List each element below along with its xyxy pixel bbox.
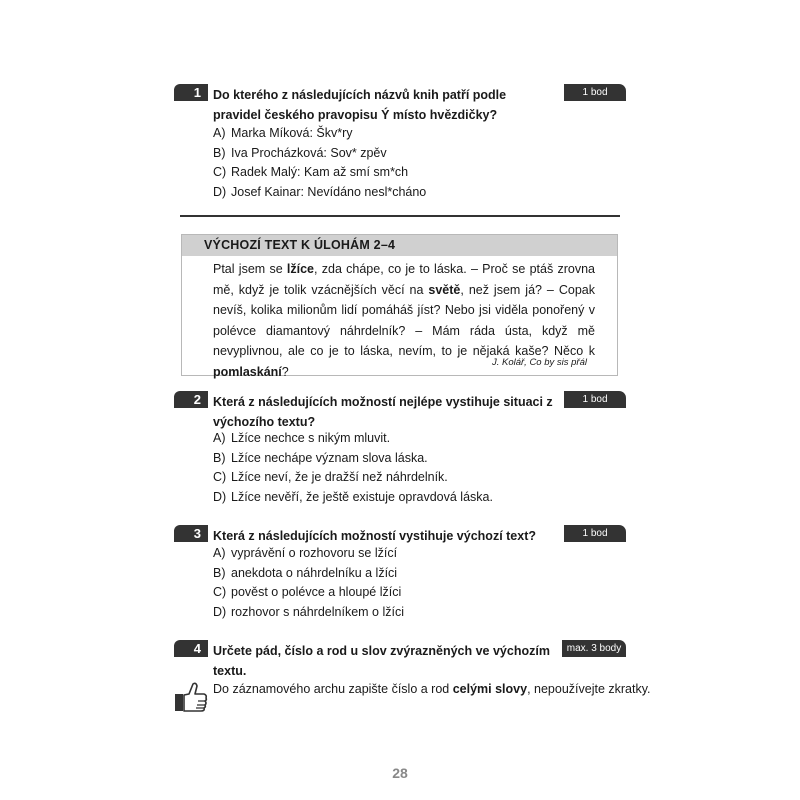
section-divider (180, 215, 620, 217)
option-d: D) Lžíce nevěří, že ještě existuje opravdová láska. (213, 489, 493, 504)
points-badge: 1 bod (564, 391, 626, 408)
task-number-badge: 4 (174, 640, 208, 657)
instruction-note (174, 679, 651, 715)
source-text-segment: Ptal jsem se (213, 262, 287, 276)
thumbs-up-icon (174, 681, 208, 713)
task-number-badge: 3 (174, 525, 208, 542)
highlighted-word: lžíce (286, 262, 315, 276)
option-c: C) pověst o polévce a hloupé lžíci (213, 585, 402, 599)
option-b: B) Lžíce nechápe význam slova láska. (213, 450, 428, 465)
option-b: B) Iva Procházková: Sov* zpěv (213, 145, 387, 160)
option-list (213, 124, 553, 202)
highlighted-word: světě (428, 282, 461, 297)
points-badge: 1 bod (564, 525, 626, 542)
option-c: C) Lžíce neví, že je dražší než náhrdelník. (213, 470, 448, 484)
note-text: Do záznamového archu zapište číslo a rod celými slovy, nepoužívejte zkratky. (213, 682, 651, 696)
option-list (213, 429, 553, 507)
task-number-badge: 1 (174, 84, 208, 101)
question-text: Určete pád, číslo a rod u slov zvýrazněných ve výchozím textu. (213, 644, 550, 678)
source-text-segment: , než jsem já? – Copak nevíš, kolika milionům lidí pomáháš jíst? Nebo jsi viděla ponořený v polévce diamantový náhrdelník? – Mám ráda ústa, když mě nevyplivnou, ale co je to láska, nevím, to je nějaká kaše? Něco k (213, 282, 595, 358)
option-a: A) vyprávění o rozhovoru se lžící (213, 546, 398, 560)
points-badge: max. 3 body (562, 640, 626, 657)
question-text: Která z následujících možností vystihuje výchozí text? (213, 529, 536, 543)
page-number: 28 (392, 765, 408, 781)
task-number-badge: 2 (174, 391, 208, 408)
source-heading: VÝCHOZÍ TEXT K ÚLOHÁM 2–4 (182, 235, 617, 256)
option-d: D) Josef Kainar: Nevídáno nesl*cháno (213, 184, 427, 199)
source-text-segment: , zda chápe, co je to láska. – Proč se ptáš zrovna mě, když je tolik vzácnějších věcí na (213, 262, 595, 297)
option-d: D) rozhovor s náhrdelníkem o lžíci (213, 604, 404, 619)
question-text: Do kterého z následujících názvů knih patří podle pravidel českého pravopisu Ý místo hvězdičky? (213, 88, 507, 122)
option-b: B) anekdota o náhrdelníku a lžíci (213, 565, 398, 580)
option-a: A) Lžíce nechce s nikým mluvit. (213, 431, 391, 445)
option-list (213, 544, 553, 622)
source-text-segment: ? (281, 364, 289, 379)
option-a: A) Marka Míková: Škv*ry (213, 126, 353, 140)
highlighted-word: pomlaskání (213, 364, 282, 379)
points-badge: 1 bod (564, 84, 626, 101)
option-c: C) Radek Malý: Kam až smí sm*ch (213, 165, 409, 179)
source-text-box (181, 234, 618, 379)
source-citation: J. Kolář, Co by sis přál (491, 357, 587, 368)
question-text: Která z následujících možností nejlépe vystihuje situaci z výchozího textu? (213, 395, 553, 429)
